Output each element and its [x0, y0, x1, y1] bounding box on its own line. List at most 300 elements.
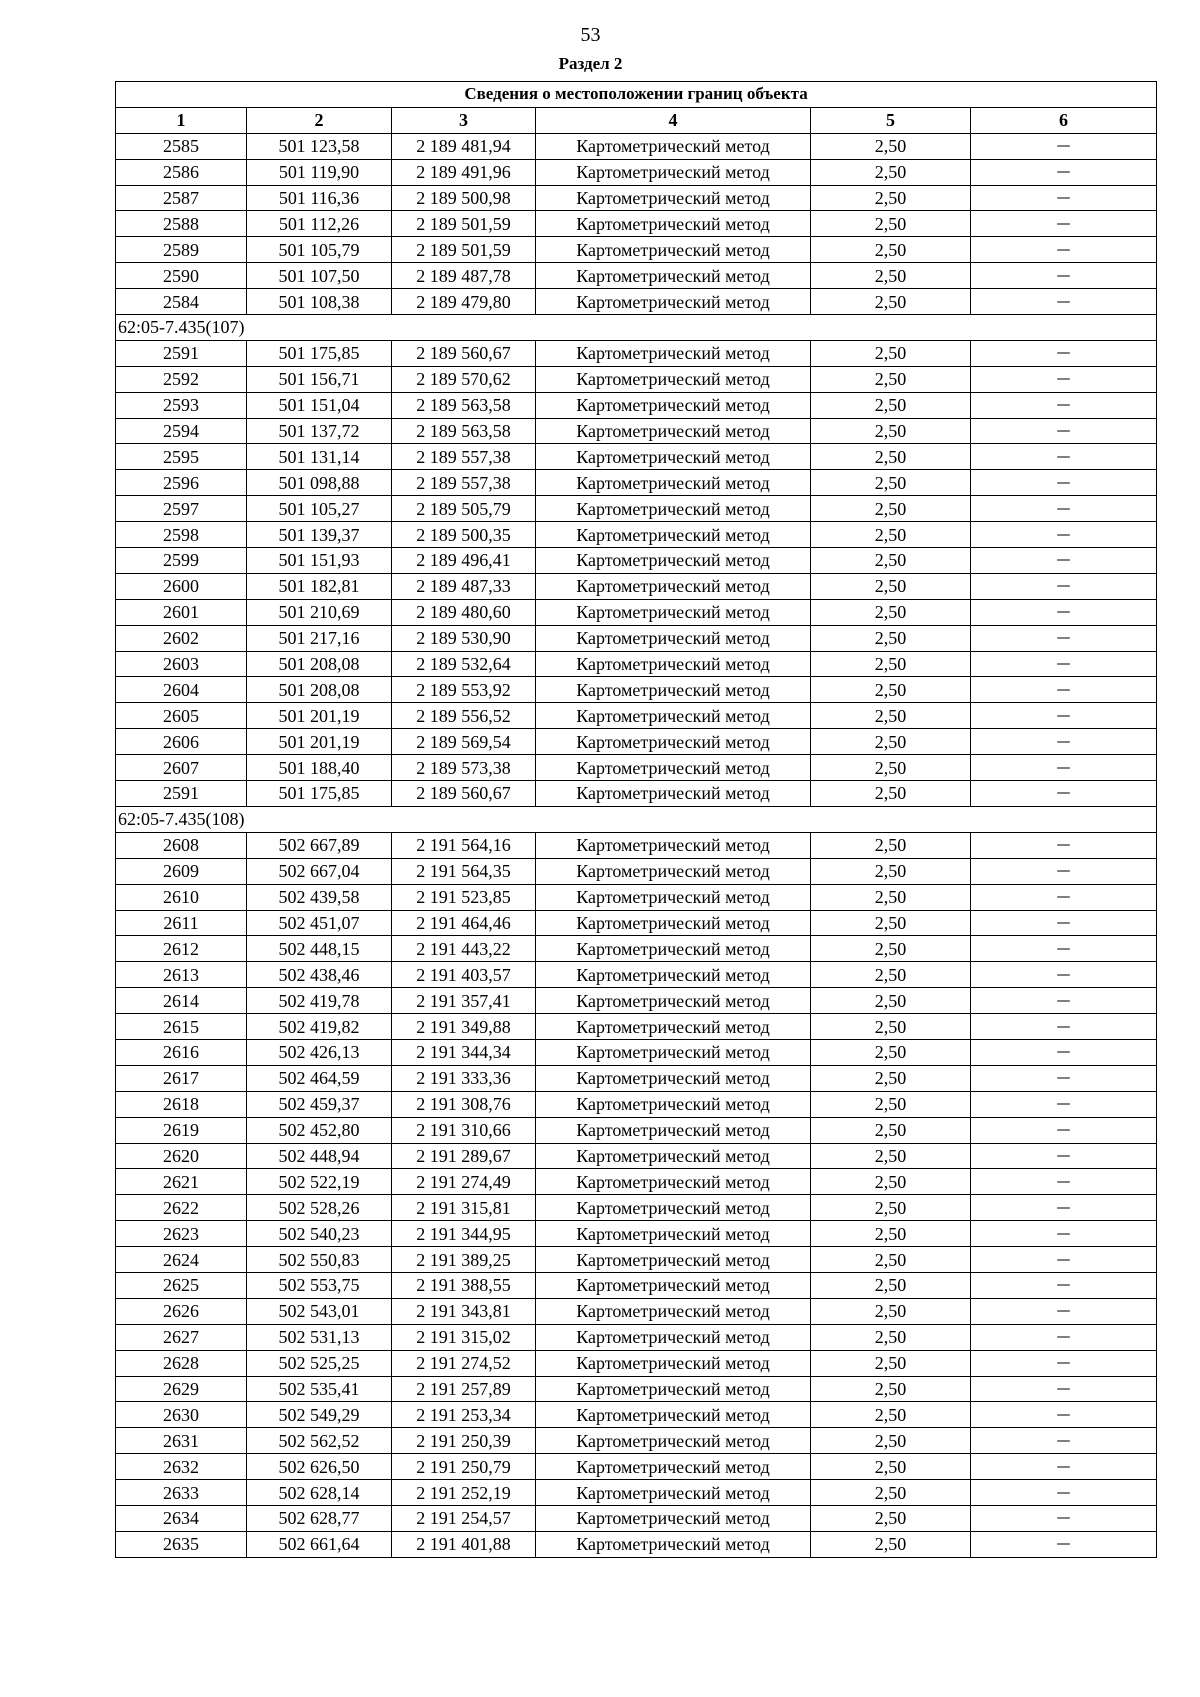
y-coordinate-cell: 2 191 389,25 — [392, 1247, 536, 1273]
description-cell: — — [971, 392, 1157, 418]
accuracy-cell: 2,50 — [811, 910, 971, 936]
point-number-cell: 2606 — [116, 729, 247, 755]
y-coordinate-cell: 2 191 344,34 — [392, 1039, 536, 1065]
y-coordinate-cell: 2 191 308,76 — [392, 1091, 536, 1117]
y-coordinate-cell: 2 191 257,89 — [392, 1376, 536, 1402]
accuracy-cell: 2,50 — [811, 755, 971, 781]
column-header: 3 — [392, 107, 536, 133]
method-cell: Картометрический метод — [536, 781, 811, 807]
table-row — [116, 651, 1157, 677]
point-number-cell: 2632 — [116, 1454, 247, 1480]
table-row — [116, 1505, 1157, 1531]
accuracy-cell: 2,50 — [811, 340, 971, 366]
description-cell: — — [971, 1402, 1157, 1428]
method-cell: Картометрический метод — [536, 703, 811, 729]
point-number-cell: 2587 — [116, 185, 247, 211]
y-coordinate-cell: 2 189 491,96 — [392, 159, 536, 185]
accuracy-cell: 2,50 — [811, 1065, 971, 1091]
x-coordinate-cell: 501 098,88 — [247, 470, 392, 496]
description-cell: — — [971, 781, 1157, 807]
table-row — [116, 573, 1157, 599]
description-cell: — — [971, 185, 1157, 211]
column-header: 1 — [116, 107, 247, 133]
accuracy-cell: 2,50 — [811, 832, 971, 858]
method-cell: Картометрический метод — [536, 910, 811, 936]
accuracy-cell: 2,50 — [811, 1505, 971, 1531]
y-coordinate-cell: 2 189 481,94 — [392, 133, 536, 159]
y-coordinate-cell: 2 189 487,33 — [392, 573, 536, 599]
description-cell: — — [971, 1376, 1157, 1402]
point-number-cell: 2628 — [116, 1350, 247, 1376]
table-row — [116, 729, 1157, 755]
accuracy-cell: 2,50 — [811, 133, 971, 159]
x-coordinate-cell: 501 137,72 — [247, 418, 392, 444]
x-coordinate-cell: 501 208,08 — [247, 651, 392, 677]
method-cell: Картометрический метод — [536, 1480, 811, 1506]
x-coordinate-cell: 501 210,69 — [247, 599, 392, 625]
accuracy-cell: 2,50 — [811, 988, 971, 1014]
boundary-coordinates-table — [115, 81, 1157, 1558]
y-coordinate-cell: 2 191 564,16 — [392, 832, 536, 858]
y-coordinate-cell: 2 189 557,38 — [392, 470, 536, 496]
x-coordinate-cell: 502 451,07 — [247, 910, 392, 936]
column-header-row — [116, 107, 1157, 133]
point-number-cell: 2585 — [116, 133, 247, 159]
method-cell: Картометрический метод — [536, 962, 811, 988]
table-row — [116, 237, 1157, 263]
table-row — [116, 781, 1157, 807]
point-number-cell: 2610 — [116, 884, 247, 910]
table-row — [116, 910, 1157, 936]
x-coordinate-cell: 502 459,37 — [247, 1091, 392, 1117]
point-number-cell: 2627 — [116, 1324, 247, 1350]
accuracy-cell: 2,50 — [811, 237, 971, 263]
table-row — [116, 1428, 1157, 1454]
point-number-cell: 2626 — [116, 1298, 247, 1324]
point-number-cell: 2633 — [116, 1480, 247, 1506]
description-cell: — — [971, 651, 1157, 677]
description-cell: — — [971, 159, 1157, 185]
accuracy-cell: 2,50 — [811, 185, 971, 211]
point-number-cell: 2616 — [116, 1039, 247, 1065]
y-coordinate-cell: 2 191 333,36 — [392, 1065, 536, 1091]
y-coordinate-cell: 2 191 523,85 — [392, 884, 536, 910]
description-cell: — — [971, 418, 1157, 444]
accuracy-cell: 2,50 — [811, 962, 971, 988]
y-coordinate-cell: 2 191 252,19 — [392, 1480, 536, 1506]
method-cell: Картометрический метод — [536, 755, 811, 781]
point-number-cell: 2595 — [116, 444, 247, 470]
point-number-cell: 2621 — [116, 1169, 247, 1195]
table-row — [116, 211, 1157, 237]
table-row — [116, 625, 1157, 651]
point-number-cell: 2634 — [116, 1505, 247, 1531]
point-number-cell: 2592 — [116, 366, 247, 392]
x-coordinate-cell: 502 426,13 — [247, 1039, 392, 1065]
accuracy-cell: 2,50 — [811, 1454, 971, 1480]
x-coordinate-cell: 502 540,23 — [247, 1221, 392, 1247]
method-cell: Картометрический метод — [536, 1454, 811, 1480]
y-coordinate-cell: 2 191 315,81 — [392, 1195, 536, 1221]
x-coordinate-cell: 502 525,25 — [247, 1350, 392, 1376]
method-cell: Картометрический метод — [536, 1298, 811, 1324]
point-number-cell: 2602 — [116, 625, 247, 651]
y-coordinate-cell: 2 191 401,88 — [392, 1531, 536, 1557]
x-coordinate-cell: 502 452,80 — [247, 1117, 392, 1143]
y-coordinate-cell: 2 191 250,39 — [392, 1428, 536, 1454]
method-cell: Картометрический метод — [536, 392, 811, 418]
y-coordinate-cell: 2 189 569,54 — [392, 729, 536, 755]
point-number-cell: 2609 — [116, 858, 247, 884]
table-row — [116, 1402, 1157, 1428]
accuracy-cell: 2,50 — [811, 1531, 971, 1557]
description-cell: — — [971, 522, 1157, 548]
x-coordinate-cell: 501 175,85 — [247, 781, 392, 807]
x-coordinate-cell: 502 419,78 — [247, 988, 392, 1014]
description-cell: — — [971, 237, 1157, 263]
table-row — [116, 884, 1157, 910]
method-cell: Картометрический метод — [536, 1531, 811, 1557]
method-cell: Картометрический метод — [536, 1376, 811, 1402]
point-number-cell: 2603 — [116, 651, 247, 677]
description-cell: — — [971, 1247, 1157, 1273]
table-row — [116, 496, 1157, 522]
column-header: 4 — [536, 107, 811, 133]
y-coordinate-cell: 2 191 344,95 — [392, 1221, 536, 1247]
description-cell: — — [971, 1091, 1157, 1117]
accuracy-cell: 2,50 — [811, 1324, 971, 1350]
method-cell: Картометрический метод — [536, 1272, 811, 1298]
method-cell: Картометрический метод — [536, 936, 811, 962]
y-coordinate-cell: 2 189 560,67 — [392, 340, 536, 366]
accuracy-cell: 2,50 — [811, 159, 971, 185]
column-header: 6 — [971, 107, 1157, 133]
point-number-cell: 2596 — [116, 470, 247, 496]
table-row — [116, 522, 1157, 548]
accuracy-cell: 2,50 — [811, 1376, 971, 1402]
point-number-cell: 2598 — [116, 522, 247, 548]
description-cell: — — [971, 936, 1157, 962]
method-cell: Картометрический метод — [536, 340, 811, 366]
accuracy-cell: 2,50 — [811, 1169, 971, 1195]
accuracy-cell: 2,50 — [811, 1428, 971, 1454]
point-number-cell: 2623 — [116, 1221, 247, 1247]
y-coordinate-cell: 2 189 530,90 — [392, 625, 536, 651]
method-cell: Картометрический метод — [536, 1195, 811, 1221]
y-coordinate-cell: 2 191 254,57 — [392, 1505, 536, 1531]
description-cell: — — [971, 366, 1157, 392]
table-row — [116, 340, 1157, 366]
accuracy-cell: 2,50 — [811, 1480, 971, 1506]
point-number-cell: 2622 — [116, 1195, 247, 1221]
accuracy-cell: 2,50 — [811, 1402, 971, 1428]
x-coordinate-cell: 502 549,29 — [247, 1402, 392, 1428]
accuracy-cell: 2,50 — [811, 573, 971, 599]
x-coordinate-cell: 501 151,93 — [247, 548, 392, 574]
point-number-cell: 2619 — [116, 1117, 247, 1143]
table-row — [116, 1221, 1157, 1247]
y-coordinate-cell: 2 189 487,78 — [392, 263, 536, 289]
method-cell: Картометрический метод — [536, 884, 811, 910]
x-coordinate-cell: 501 108,38 — [247, 289, 392, 315]
table-row — [116, 1350, 1157, 1376]
description-cell: — — [971, 1169, 1157, 1195]
description-cell: — — [971, 1195, 1157, 1221]
x-coordinate-cell: 501 182,81 — [247, 573, 392, 599]
x-coordinate-cell: 502 553,75 — [247, 1272, 392, 1298]
column-header: 2 — [247, 107, 392, 133]
point-number-cell: 2611 — [116, 910, 247, 936]
description-cell: — — [971, 884, 1157, 910]
method-cell: Картометрический метод — [536, 1065, 811, 1091]
method-cell: Картометрический метод — [536, 599, 811, 625]
description-cell: — — [971, 1143, 1157, 1169]
x-coordinate-cell: 501 201,19 — [247, 729, 392, 755]
y-coordinate-cell: 2 191 349,88 — [392, 1014, 536, 1040]
table-row — [116, 988, 1157, 1014]
method-cell: Картометрический метод — [536, 858, 811, 884]
table-row — [116, 1091, 1157, 1117]
accuracy-cell: 2,50 — [811, 418, 971, 444]
accuracy-cell: 2,50 — [811, 366, 971, 392]
description-cell: — — [971, 625, 1157, 651]
description-cell: — — [971, 677, 1157, 703]
accuracy-cell: 2,50 — [811, 858, 971, 884]
x-coordinate-cell: 502 661,64 — [247, 1531, 392, 1557]
x-coordinate-cell: 501 116,36 — [247, 185, 392, 211]
point-number-cell: 2620 — [116, 1143, 247, 1169]
accuracy-cell: 2,50 — [811, 677, 971, 703]
y-coordinate-cell: 2 191 343,81 — [392, 1298, 536, 1324]
accuracy-cell: 2,50 — [811, 1143, 971, 1169]
y-coordinate-cell: 2 189 480,60 — [392, 599, 536, 625]
table-row — [116, 703, 1157, 729]
x-coordinate-cell: 501 123,58 — [247, 133, 392, 159]
description-cell: — — [971, 1454, 1157, 1480]
x-coordinate-cell: 502 667,89 — [247, 832, 392, 858]
accuracy-cell: 2,50 — [811, 781, 971, 807]
x-coordinate-cell: 501 119,90 — [247, 159, 392, 185]
point-number-cell: 2604 — [116, 677, 247, 703]
x-coordinate-cell: 502 522,19 — [247, 1169, 392, 1195]
method-cell: Картометрический метод — [536, 211, 811, 237]
section-title: Раздел 2 — [558, 54, 623, 73]
table-row — [116, 962, 1157, 988]
description-cell: — — [971, 444, 1157, 470]
method-cell: Картометрический метод — [536, 1505, 811, 1531]
accuracy-cell: 2,50 — [811, 548, 971, 574]
point-number-cell: 2625 — [116, 1272, 247, 1298]
accuracy-cell: 2,50 — [811, 703, 971, 729]
table-row — [116, 1376, 1157, 1402]
method-cell: Картометрический метод — [536, 1247, 811, 1273]
x-coordinate-cell: 501 201,19 — [247, 703, 392, 729]
accuracy-cell: 2,50 — [811, 392, 971, 418]
point-number-cell: 2614 — [116, 988, 247, 1014]
method-cell: Картометрический метод — [536, 1350, 811, 1376]
table-row — [116, 548, 1157, 574]
y-coordinate-cell: 2 189 573,38 — [392, 755, 536, 781]
method-cell: Картометрический метод — [536, 625, 811, 651]
description-cell: — — [971, 599, 1157, 625]
method-cell: Картометрический метод — [536, 366, 811, 392]
table-row — [116, 1531, 1157, 1557]
method-cell: Картометрический метод — [536, 289, 811, 315]
table-row — [116, 1195, 1157, 1221]
method-cell: Картометрический метод — [536, 444, 811, 470]
y-coordinate-cell: 2 191 253,34 — [392, 1402, 536, 1428]
method-cell: Картометрический метод — [536, 133, 811, 159]
method-cell: Картометрический метод — [536, 470, 811, 496]
table-row — [116, 1480, 1157, 1506]
method-cell: Картометрический метод — [536, 237, 811, 263]
accuracy-cell: 2,50 — [811, 625, 971, 651]
point-number-cell: 2584 — [116, 289, 247, 315]
y-coordinate-cell: 2 189 563,58 — [392, 392, 536, 418]
y-coordinate-cell: 2 189 500,35 — [392, 522, 536, 548]
method-cell: Картометрический метод — [536, 729, 811, 755]
table-row — [116, 677, 1157, 703]
accuracy-cell: 2,50 — [811, 1091, 971, 1117]
y-coordinate-cell: 2 191 315,02 — [392, 1324, 536, 1350]
table-row — [116, 185, 1157, 211]
description-cell: — — [971, 263, 1157, 289]
description-cell: — — [971, 1014, 1157, 1040]
description-cell: — — [971, 1065, 1157, 1091]
y-coordinate-cell: 2 189 563,58 — [392, 418, 536, 444]
x-coordinate-cell: 501 175,85 — [247, 340, 392, 366]
method-cell: Картометрический метод — [536, 1143, 811, 1169]
table-row — [116, 755, 1157, 781]
accuracy-cell: 2,50 — [811, 522, 971, 548]
accuracy-cell: 2,50 — [811, 289, 971, 315]
parcel-group-label: 62:05-7.435(107) — [116, 315, 1157, 341]
table-row — [116, 470, 1157, 496]
accuracy-cell: 2,50 — [811, 1247, 971, 1273]
table-row — [116, 418, 1157, 444]
point-number-cell: 2599 — [116, 548, 247, 574]
point-number-cell: 2629 — [116, 1376, 247, 1402]
point-number-cell: 2586 — [116, 159, 247, 185]
accuracy-cell: 2,50 — [811, 470, 971, 496]
method-cell: Картометрический метод — [536, 988, 811, 1014]
description-cell: — — [971, 289, 1157, 315]
method-cell: Картометрический метод — [536, 1169, 811, 1195]
description-cell: — — [971, 1428, 1157, 1454]
x-coordinate-cell: 502 550,83 — [247, 1247, 392, 1273]
page-number: 53 — [580, 24, 601, 46]
method-cell: Картометрический метод — [536, 1428, 811, 1454]
description-cell: — — [971, 910, 1157, 936]
y-coordinate-cell: 2 191 443,22 — [392, 936, 536, 962]
column-header: 5 — [811, 107, 971, 133]
y-coordinate-cell: 2 189 570,62 — [392, 366, 536, 392]
point-number-cell: 2607 — [116, 755, 247, 781]
y-coordinate-cell: 2 189 501,59 — [392, 211, 536, 237]
point-number-cell: 2591 — [116, 340, 247, 366]
method-cell: Картометрический метод — [536, 832, 811, 858]
table-caption-row — [116, 82, 1157, 108]
table-row — [116, 1039, 1157, 1065]
y-coordinate-cell: 2 191 388,55 — [392, 1272, 536, 1298]
x-coordinate-cell: 501 208,08 — [247, 677, 392, 703]
y-coordinate-cell: 2 189 556,52 — [392, 703, 536, 729]
accuracy-cell: 2,50 — [811, 936, 971, 962]
point-number-cell: 2615 — [116, 1014, 247, 1040]
description-cell: — — [971, 1272, 1157, 1298]
accuracy-cell: 2,50 — [811, 263, 971, 289]
x-coordinate-cell: 502 438,46 — [247, 962, 392, 988]
y-coordinate-cell: 2 191 564,35 — [392, 858, 536, 884]
table-row — [116, 133, 1157, 159]
accuracy-cell: 2,50 — [811, 729, 971, 755]
y-coordinate-cell: 2 191 310,66 — [392, 1117, 536, 1143]
y-coordinate-cell: 2 189 557,38 — [392, 444, 536, 470]
method-cell: Картометрический метод — [536, 522, 811, 548]
x-coordinate-cell: 502 419,82 — [247, 1014, 392, 1040]
description-cell: — — [971, 703, 1157, 729]
point-number-cell: 2624 — [116, 1247, 247, 1273]
description-cell: — — [971, 211, 1157, 237]
table-row — [116, 289, 1157, 315]
x-coordinate-cell: 501 217,16 — [247, 625, 392, 651]
table-row — [116, 392, 1157, 418]
x-coordinate-cell: 502 628,14 — [247, 1480, 392, 1506]
y-coordinate-cell: 2 189 532,64 — [392, 651, 536, 677]
method-cell: Картометрический метод — [536, 418, 811, 444]
x-coordinate-cell: 502 626,50 — [247, 1454, 392, 1480]
point-number-cell: 2591 — [116, 781, 247, 807]
accuracy-cell: 2,50 — [811, 444, 971, 470]
y-coordinate-cell: 2 191 250,79 — [392, 1454, 536, 1480]
table-row — [116, 1117, 1157, 1143]
method-cell: Картометрический метод — [536, 1117, 811, 1143]
accuracy-cell: 2,50 — [811, 1272, 971, 1298]
x-coordinate-cell: 502 667,04 — [247, 858, 392, 884]
description-cell: — — [971, 1531, 1157, 1557]
parcel-group-label: 62:05-7.435(108) — [116, 806, 1157, 832]
table-row — [116, 1272, 1157, 1298]
table-body — [116, 133, 1157, 1557]
method-cell: Картометрический метод — [536, 185, 811, 211]
y-coordinate-cell: 2 189 496,41 — [392, 548, 536, 574]
description-cell: — — [971, 858, 1157, 884]
method-cell: Картометрический метод — [536, 1014, 811, 1040]
x-coordinate-cell: 501 139,37 — [247, 522, 392, 548]
table-row — [116, 1169, 1157, 1195]
accuracy-cell: 2,50 — [811, 884, 971, 910]
method-cell: Картометрический метод — [536, 1221, 811, 1247]
table-row — [116, 1143, 1157, 1169]
accuracy-cell: 2,50 — [811, 211, 971, 237]
description-cell: — — [971, 1480, 1157, 1506]
description-cell: — — [971, 1117, 1157, 1143]
y-coordinate-cell: 2 189 553,92 — [392, 677, 536, 703]
group-header-row — [116, 806, 1157, 832]
x-coordinate-cell: 501 151,04 — [247, 392, 392, 418]
table-row — [116, 444, 1157, 470]
table-row — [116, 1065, 1157, 1091]
accuracy-cell: 2,50 — [811, 1117, 971, 1143]
method-cell: Картометрический метод — [536, 1324, 811, 1350]
y-coordinate-cell: 2 191 274,49 — [392, 1169, 536, 1195]
description-cell: — — [971, 548, 1157, 574]
y-coordinate-cell: 2 191 464,46 — [392, 910, 536, 936]
table-row — [116, 1298, 1157, 1324]
description-cell: — — [971, 340, 1157, 366]
point-number-cell: 2597 — [116, 496, 247, 522]
accuracy-cell: 2,50 — [811, 599, 971, 625]
